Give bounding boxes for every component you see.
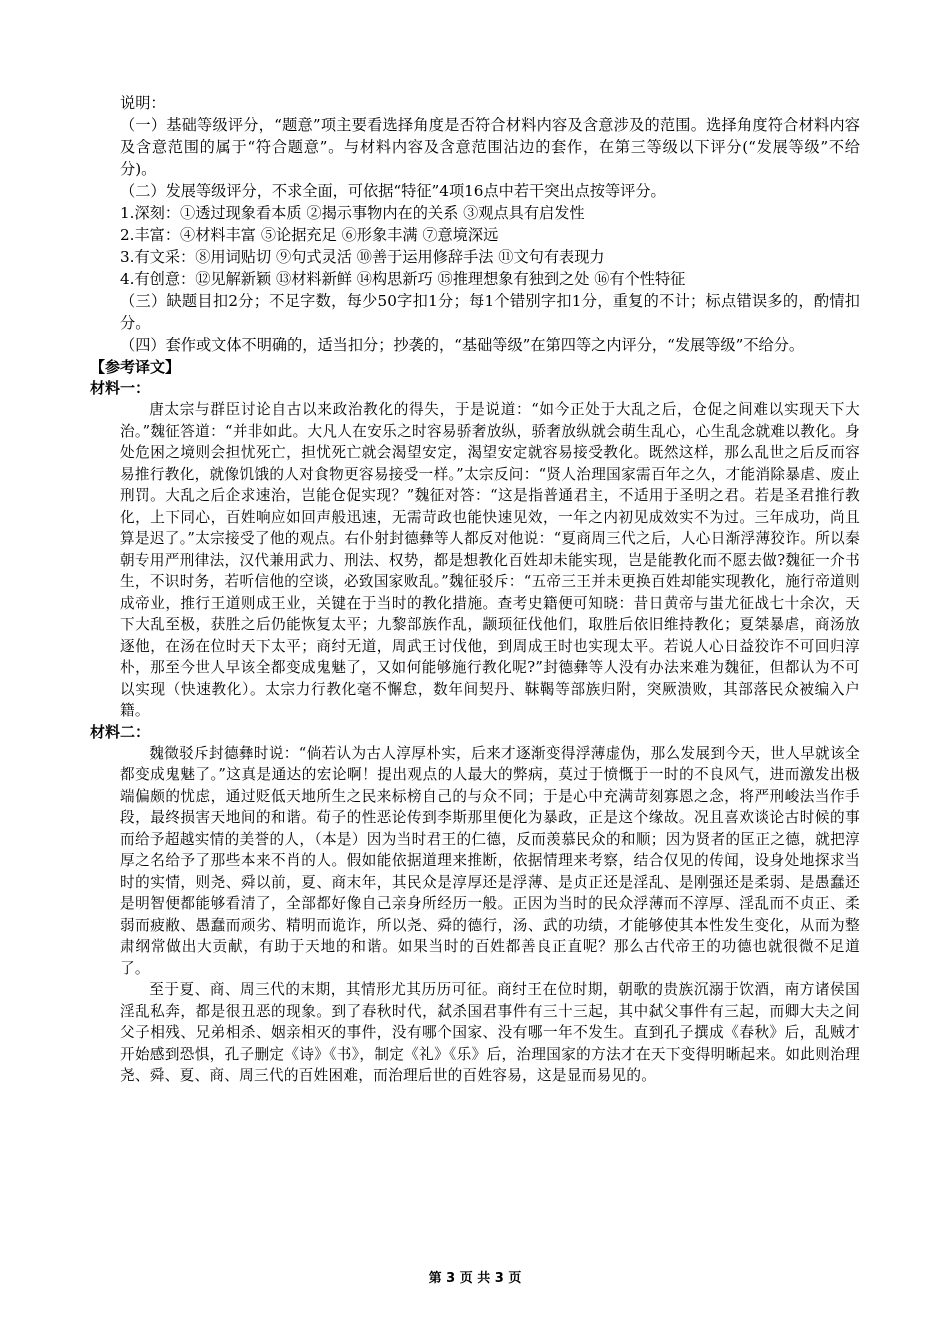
note-item-6: 4.有创意：⑫见解新颖 ⑬材料新鲜 ⑭构思新巧 ⑮推理想象有独到之处 ⑯有个性特征: [120, 270, 686, 288]
note-item-5: 3.有文采：⑧用词贴切 ⑨句式灵活 ⑩善于运用修辞手法 ⑪文句有表现力: [120, 248, 605, 266]
note-item-8: （四）套作或文体不明确的，适当扣分；抄袭的，“基础等级”在第四等之内评分，“发展等级”不给分。: [120, 336, 805, 354]
page-footer: 第 3 页 共 3 页: [428, 1271, 522, 1286]
translation-heading: 【参考译文】: [90, 358, 181, 376]
material2-title: 材料二：: [90, 722, 151, 741]
note-item-2: （二）发展等级评分，不求全面，可依据“特征”4项16点中若干突出点按等评分。: [120, 182, 666, 200]
notes-label: 说明：: [120, 94, 166, 112]
note-item-3: 1.深刻：①透过现象看本质 ②揭示事物内在的关系 ③观点具有启发性: [120, 204, 585, 222]
material2-paragraph-1: 魏徵驳斥封德彝时说：“倘若认为古人淳厚朴实，后来才逐渐变得浮薄虚伪，那么发展到今天，世人早就该全都变成鬼魅了。”这真是通达的宏论啊！提出观点的人最大的弊病，莫过于愤慨于一时的不良风气，进而激发出极端偏颇的忧虑，通过贬低天地所生之民来标榜自己的与众不同；于是心中充满苛刻寡恩之念，将严刑峻法当作手段，最终损害天地间的和谐。荀子的性恶论传到李斯那里便化为暴政，正是这个缘故。况且喜欢谈论古时候的事而给予超越实情的美誉的人，（本是）因为当时君王的仁德，反而羡慕民众的和顺；因为贤者的匡正之德，就把淳厚之名给予了那些本来不肖的人。假如能依据道理来推断，依据情理来考察，结合仅见的传闻，设身处地探求当时的实情，则尧、舜以前，夏、商末年，其民众是淳厚还是浮薄、是贞正还是淫乱、是刚强还是柔弱、是愚蠢还是明智便都能够看清了，全部都好像自己亲身所经历一般。正因为当时的民众浮薄而不淳厚、淫乱而不贞正、柔弱而疲敝、愚蠢而顽劣、精明而诡诈，所以尧、舜的德行，汤、武的功绩，才能够使其本性发生变化，从而为整肃纲常做出大贡献，有助于天地的和谐。如果当时的百姓都善良正直呢？那么古代帝王的功德也就很微不足道了。: [120, 744, 860, 977]
material1-paragraph: 唐太宗与群臣讨论自古以来政治教化的得失，于是说道：“如今正处于大乱之后，仓促之间难以实现天下大治。”魏征答道：“并非如此。大凡人在安乐之时容易骄奢放纵，骄奢放纵就会萌生乱心，心生乱念就难以教化。身处危困之境则会担忧死亡，担忧死亡就会渴望安定，渴望安定就容易接受教化。既然这样，那么乱世之后反而容易推行教化，就像饥饿的人对食物更容易接受一样。”太宗反问：“贤人治理国家需百年之久，才能消除暴虐、废止刑罚。大乱之后企求速治，岂能仓促实现？”魏征对答：“这是指普通君主，不适用于圣明之君。若是圣君推行教化，上下同心，百姓响应如回声般迅速，无需苛政也能快速见效，一年之内初见成效实不为过。三年成功，尚且算是迟了。”太宗接受了他的观点。右仆射封德彝等人都反对他说：“夏商周三代之后，人心日渐浮薄狡诈。所以秦朝专用严刑律法，汉代兼用武力、刑法、权势，都是想教化百姓却未能实现，岂是能教化而不愿去做?魏征一介书生，不识时务，若听信他的空谈，必致国家败乱。”魏征驳斥：“五帝三王并未更换百姓却能实现教化，施行帝道则成帝业，推行王道则成王业，关键在于当时的教化措施。查考史籍便可知晓：昔日黄帝与蚩尤征战七十余次，天下大乱至极，获胜之后仍能恢复太平；九黎部族作乱，颛顼征伐他们，取胜后依旧维持教化；夏桀暴虐，商汤放逐他，在汤在位时天下太平；商纣无道，周武王讨伐他，到周成王时也实现太平。若说人心日益狡诈不可回归淳朴，那至今世人早该全都变成鬼魅了，又如何能够施行教化呢?”封德彝等人没有办法来难为魏征，但都认为不可以实现（快速教化）。太宗力行教化毫不懈怠，数年间契丹、靺鞨等部族归附，突厥溃败，其部落民众被编入户籍。: [120, 401, 860, 719]
material2-paragraph-2: 至于夏、商、周三代的末期，其情形尤其历历可征。商纣王在位时期，朝歌的贵族沉溺于饮酒，南方诸侯国淫乱私奔，都是很丑恶的现象。到了春秋时代，弑杀国君事件有三十三起，其中弑父事件有三起，而卿大夫之间父子相残、兄弟相杀、姻亲相灭的事件，没有哪个国家、没有哪一年不发生。直到孔子撰成《春秋》后，乱贼才开始感到恐惧，孔子删定《诗》《书》，制定《礼》《乐》后，治理国家的方法才在天下变得明晰起来。如此则治理尧、舜、夏、商、周三代的百姓困难，而治理后世的百姓容易，这是显而易见的。: [120, 981, 860, 1084]
page-content: [90, 92, 860, 1087]
material1-title: 材料一：: [90, 379, 151, 397]
note-item-7: （三）缺题目扣2分；不足字数，每少50字扣1分；每1个错别字扣1分，重复的不计；标点错误多的，酌情扣分。: [120, 292, 860, 332]
note-item-4: 2.丰富：④材料丰富 ⑤论据充足 ⑥形象丰满 ⑦意境深远: [120, 226, 499, 244]
note-item-1: （一）基础等级评分，“题意”项主要看选择角度是否符合材料内容及含意涉及的范围。选择角度符合材料内容及含意范围的属于“符合题意”。与材料内容及含意范围沾边的套作，在第三等级以下评分(“发展等级”不给分)。: [120, 116, 860, 178]
